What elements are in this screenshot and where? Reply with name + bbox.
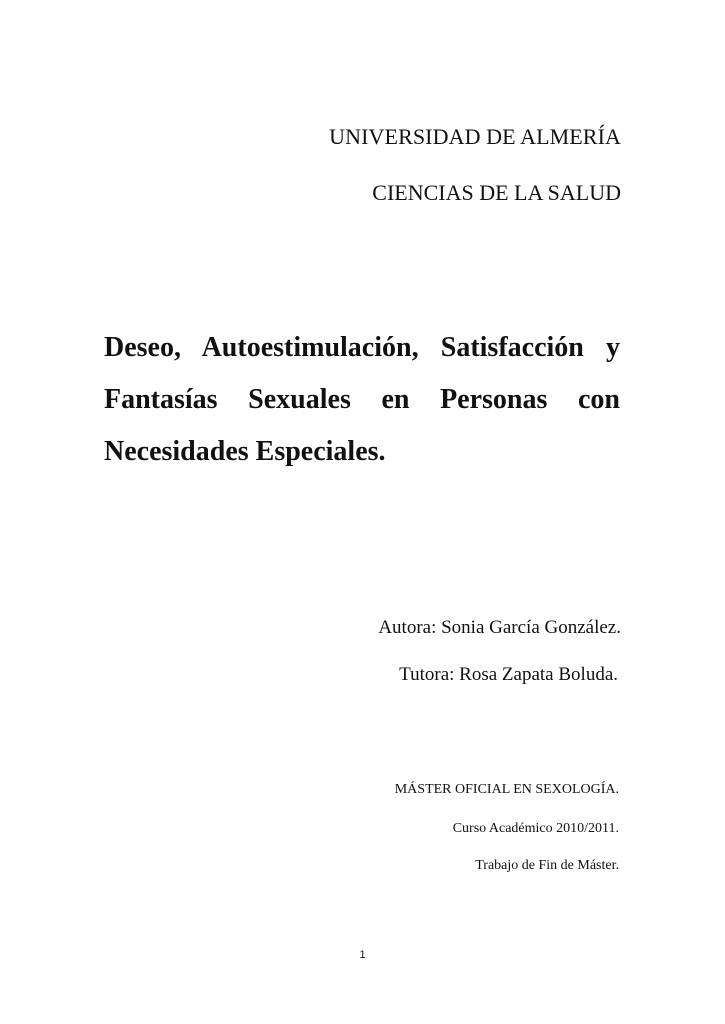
title-line-1: Deseo, Autoestimulación, Satisfacción y bbox=[104, 332, 620, 363]
academic-year: Curso Académico 2010/2011. bbox=[452, 821, 619, 836]
title-line-3: Necesidades Especiales. bbox=[104, 436, 386, 467]
university-name: UNIVERSIDAD DE ALMERÍA bbox=[329, 124, 621, 149]
document-title bbox=[104, 322, 620, 478]
work-type: Trabajo de Fin de Máster. bbox=[475, 858, 619, 873]
author-credit: Autora: Sonia García González. bbox=[378, 617, 621, 638]
page-number: 1 bbox=[359, 949, 366, 961]
title-line-2: Fantasías Sexuales en Personas con bbox=[104, 384, 620, 415]
master-program: MÁSTER OFICIAL EN SEXOLOGÍA. bbox=[394, 782, 619, 797]
faculty-name: CIENCIAS DE LA SALUD bbox=[372, 180, 621, 205]
tutor-credit: Tutora: Rosa Zapata Boluda. bbox=[399, 664, 618, 685]
